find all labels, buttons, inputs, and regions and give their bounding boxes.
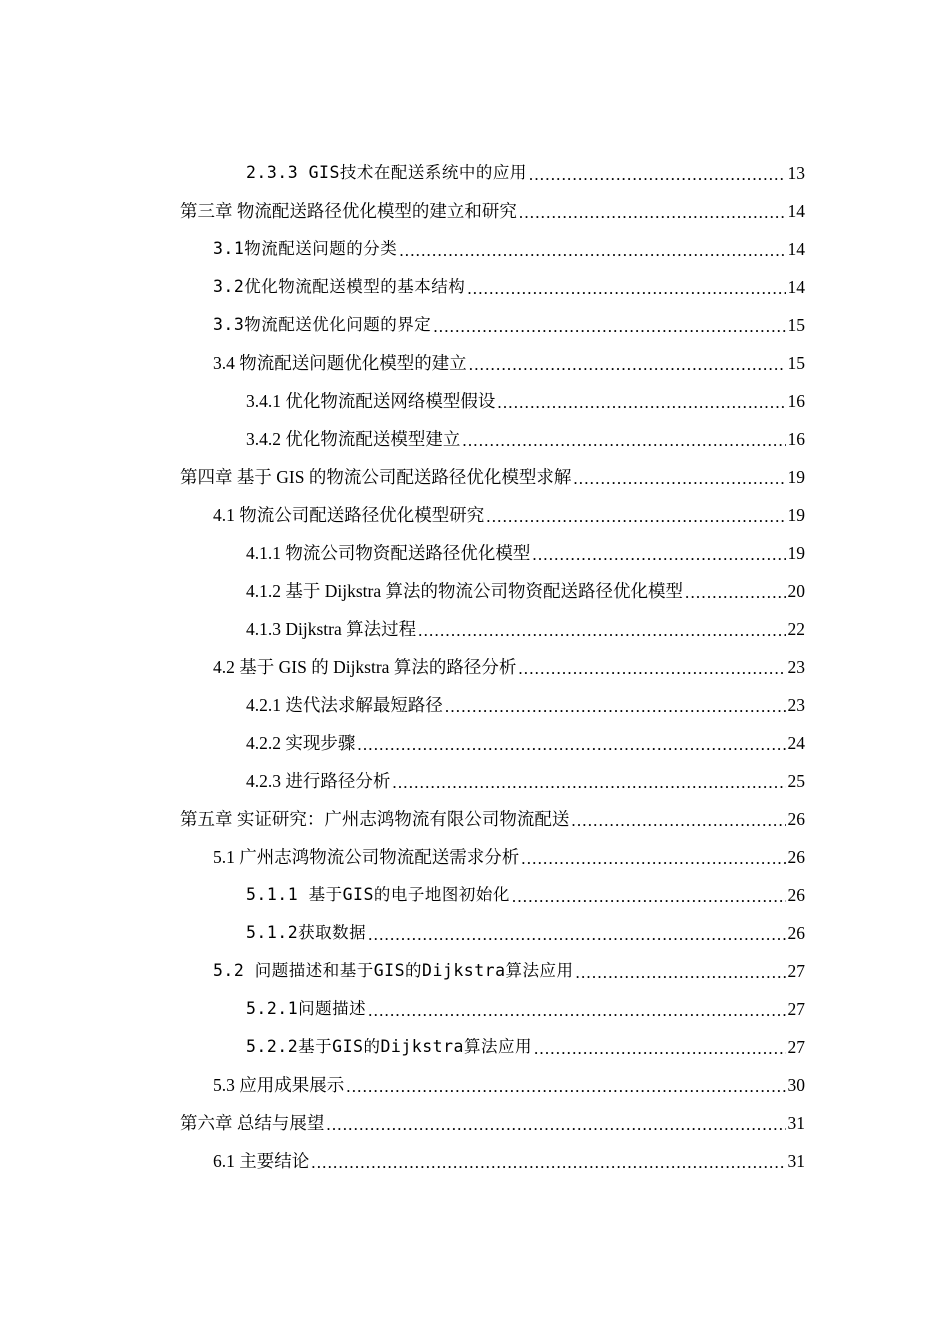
toc-leader-dots bbox=[486, 496, 785, 534]
toc-entry-title: 5.1.2获取数据 bbox=[246, 923, 367, 942]
toc-entry-page-number: 23 bbox=[787, 695, 805, 715]
toc-entry-page-number: 27 bbox=[787, 961, 805, 981]
toc-entry-page-number: 31 bbox=[787, 1113, 805, 1133]
toc-entry-page-number: 27 bbox=[787, 999, 805, 1019]
toc-leader-dots bbox=[512, 876, 786, 914]
toc-leader-dots bbox=[346, 1066, 785, 1104]
toc-entry[interactable] bbox=[213, 648, 805, 686]
toc-entry-page-number: 24 bbox=[787, 733, 805, 753]
toc-entry[interactable] bbox=[246, 382, 805, 420]
toc-leader-dots bbox=[433, 306, 785, 344]
toc-leader-dots bbox=[571, 800, 785, 838]
toc-entry-title: 3.1物流配送问题的分类 bbox=[213, 239, 398, 258]
toc-entry-title: 5.1 广州志鸿物流公司物流配送需求分析 bbox=[213, 847, 520, 867]
toc-entry-page-number: 27 bbox=[787, 1037, 805, 1057]
toc-leader-dots bbox=[685, 572, 785, 610]
toc-entry[interactable] bbox=[246, 572, 805, 610]
toc-entry-page-number: 25 bbox=[787, 771, 805, 791]
toc-entry[interactable] bbox=[213, 496, 805, 534]
toc-leader-dots bbox=[521, 838, 785, 876]
toc-leader-dots bbox=[392, 762, 785, 800]
toc-entry[interactable] bbox=[246, 914, 805, 952]
toc-entry-title: 4.1.2 基于 Dijkstra 算法的物流公司物资配送路径优化模型 bbox=[246, 581, 684, 601]
toc-leader-dots bbox=[534, 1028, 786, 1066]
toc-leader-dots bbox=[469, 344, 786, 382]
toc-leader-dots bbox=[445, 686, 786, 724]
toc-entry-title: 3.4.2 优化物流配送模型建立 bbox=[246, 429, 461, 449]
toc-leader-dots bbox=[497, 382, 785, 420]
toc-entry-page-number: 23 bbox=[787, 657, 805, 677]
toc-entry-title: 4.1 物流公司配送路径优化模型研究 bbox=[213, 505, 485, 525]
toc-entry[interactable] bbox=[213, 306, 805, 344]
toc-entry-page-number: 14 bbox=[787, 201, 805, 221]
toc-entry-title: 第三章 物流配送路径优化模型的建立和研究 bbox=[180, 201, 517, 221]
toc-entry-title: 4.2.2 实现步骤 bbox=[246, 733, 356, 753]
toc-entry[interactable] bbox=[213, 838, 805, 876]
toc-entry-page-number: 14 bbox=[787, 277, 805, 297]
toc-entry[interactable] bbox=[246, 990, 805, 1028]
toc-entry[interactable] bbox=[213, 268, 805, 306]
toc-leader-dots bbox=[532, 534, 785, 572]
toc-entry-title: 3.4.1 优化物流配送网络模型假设 bbox=[246, 391, 496, 411]
toc-leader-dots bbox=[368, 914, 785, 952]
toc-entry-title: 4.2 基于 GIS 的 Dijkstra 算法的路径分析 bbox=[213, 657, 517, 677]
toc-entry-page-number: 16 bbox=[787, 429, 805, 449]
toc-entry[interactable] bbox=[246, 876, 805, 914]
toc-entry-page-number: 19 bbox=[787, 505, 805, 525]
toc-entry[interactable] bbox=[180, 1104, 805, 1142]
toc-leader-dots bbox=[467, 268, 785, 306]
toc-leader-dots bbox=[576, 952, 786, 990]
toc-entry-page-number: 26 bbox=[787, 847, 805, 867]
toc-leader-dots bbox=[368, 990, 785, 1028]
toc-entry-page-number: 14 bbox=[787, 239, 805, 259]
toc-entry[interactable] bbox=[246, 762, 805, 800]
toc-entry-title: 3.3物流配送优化问题的界定 bbox=[213, 315, 432, 334]
toc-entry[interactable] bbox=[246, 154, 805, 192]
toc-entry[interactable] bbox=[180, 458, 805, 496]
toc-entry[interactable] bbox=[180, 192, 805, 230]
toc-entry[interactable] bbox=[246, 686, 805, 724]
toc-entry[interactable] bbox=[213, 230, 805, 268]
toc-entry-title: 第六章 总结与展望 bbox=[180, 1113, 325, 1133]
toc-entry-title: 6.1 主要结论 bbox=[213, 1151, 310, 1171]
toc-leader-dots bbox=[529, 154, 786, 192]
toc-entry-title: 第四章 基于 GIS 的物流公司配送路径优化模型求解 bbox=[180, 467, 572, 487]
toc-entry[interactable] bbox=[246, 724, 805, 762]
toc-entry-title: 2.3.3 GIS技术在配送系统中的应用 bbox=[246, 163, 527, 182]
toc-entry-title: 5.1.1 基于GIS的电子地图初始化 bbox=[246, 885, 510, 904]
toc-entry-page-number: 13 bbox=[787, 163, 805, 183]
toc-leader-dots bbox=[418, 610, 785, 648]
toc-entry-page-number: 26 bbox=[787, 809, 805, 829]
toc-leader-dots bbox=[311, 1142, 785, 1180]
toc-entry-page-number: 19 bbox=[787, 543, 805, 563]
toc-entry-page-number: 22 bbox=[787, 619, 805, 639]
toc-entry-title: 4.1.1 物流公司物资配送路径优化模型 bbox=[246, 543, 531, 563]
toc-entry-title: 4.2.1 迭代法求解最短路径 bbox=[246, 695, 443, 715]
toc-entry-page-number: 15 bbox=[787, 315, 805, 335]
toc-entry-page-number: 30 bbox=[787, 1075, 805, 1095]
toc-entry[interactable] bbox=[246, 610, 805, 648]
toc-entry-title: 4.1.3 Dijkstra 算法过程 bbox=[246, 619, 417, 639]
toc-entry-title: 5.3 应用成果展示 bbox=[213, 1075, 345, 1095]
toc-entry[interactable] bbox=[246, 534, 805, 572]
toc-entry[interactable] bbox=[180, 800, 805, 838]
toc-entry[interactable] bbox=[213, 952, 805, 990]
toc-leader-dots bbox=[518, 648, 785, 686]
toc-entry-page-number: 26 bbox=[787, 923, 805, 943]
toc-leader-dots bbox=[519, 192, 786, 230]
toc-entry[interactable] bbox=[213, 1142, 805, 1180]
toc-entry-title: 第五章 实证研究：广州志鸿物流有限公司物流配送 bbox=[180, 809, 570, 829]
toc-leader-dots bbox=[399, 230, 785, 268]
toc-entry-title: 3.4 物流配送问题优化模型的建立 bbox=[213, 353, 467, 373]
toc-entry[interactable] bbox=[213, 1066, 805, 1104]
toc-leader-dots bbox=[462, 420, 785, 458]
toc-entry-title: 5.2.1问题描述 bbox=[246, 999, 367, 1018]
toc-entry-page-number: 19 bbox=[787, 467, 805, 487]
toc-entry-title: 4.2.3 进行路径分析 bbox=[246, 771, 391, 791]
toc-entry-page-number: 20 bbox=[787, 581, 805, 601]
toc-entry[interactable] bbox=[246, 420, 805, 458]
toc-leader-dots bbox=[326, 1104, 785, 1142]
toc-leader-dots bbox=[573, 458, 785, 496]
toc-entry[interactable] bbox=[246, 1028, 805, 1066]
toc-entry-page-number: 26 bbox=[787, 885, 805, 905]
toc-entry-title: 5.2.2基于GIS的Dijkstra算法应用 bbox=[246, 1037, 532, 1056]
toc-entry-page-number: 15 bbox=[787, 353, 805, 373]
toc-entry-page-number: 16 bbox=[787, 391, 805, 411]
toc-entry[interactable] bbox=[213, 344, 805, 382]
toc-entry-title: 3.2优化物流配送模型的基本结构 bbox=[213, 277, 466, 296]
toc-entry-title: 5.2 问题描述和基于GIS的Dijkstra算法应用 bbox=[213, 961, 574, 980]
toc-leader-dots bbox=[357, 724, 785, 762]
toc-entry-page-number: 31 bbox=[787, 1151, 805, 1171]
